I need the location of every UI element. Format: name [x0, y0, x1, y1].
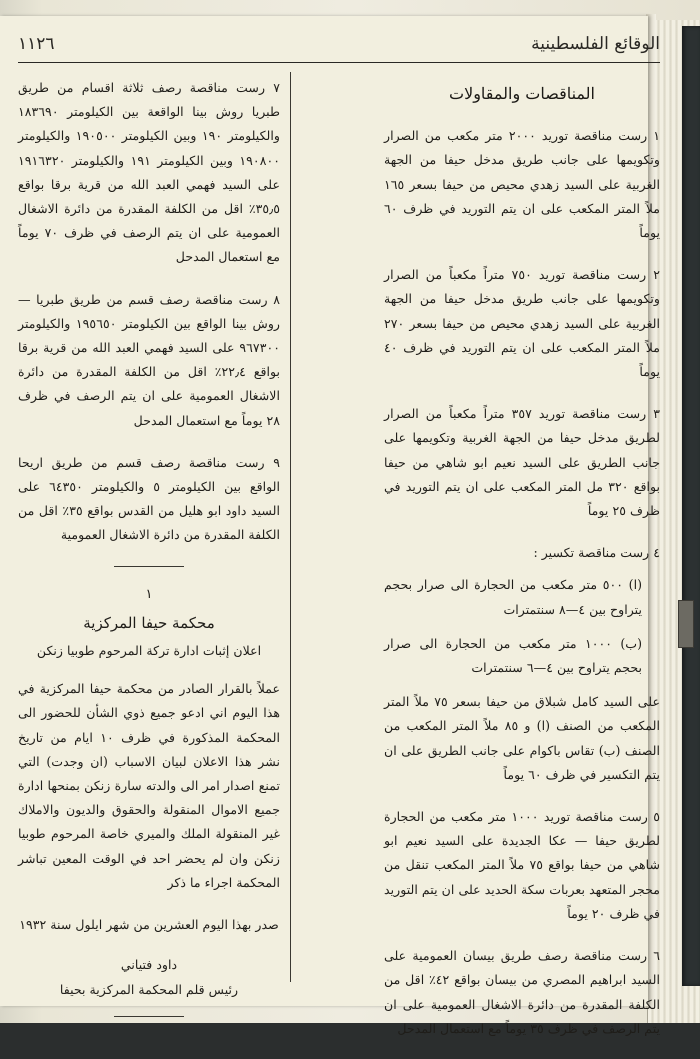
section-heading: المناقصات والمقاولات — [449, 84, 595, 103]
tender-item-7: ٧ رست مناقصة رصف ثلاثة اقسام من طريق طبريا روش بينا الواقعة بين الكيلومتر ١٨٣٦٩٠ والكيلومتر ١٩٠ وبين الكيلومتر ١٩٠٥٠٠ والكيلومتر ١٩٠٨٠٠ وبين الكيلومتر ١٩١ والكيلومتر ١٩١٦٣٢٠ على السيد فهمي العبد الله من قرية برقا بواقع ٣٥٫٥٪ اقل من الكلفة المقدرة من دائرة الاشغال العمومية على ان يتم الرصف في ظرف ٧٠ يوماً مع استعمال المدحل — [18, 80, 280, 265]
column-divider — [290, 72, 291, 982]
issue-date: صدر بهذا اليوم العشرين من شهر ايلول سنة ١٩٣٢ — [19, 917, 279, 933]
tender-item-2: ٢ رست مناقصة توريد ٧٥٠ متراً مكعباً من الصرار وتكويمها على جانب طريق مدخل حيفا من الجهة الغربية على السيد زهدي محيص من حيفا بسعر ٢٧٠ ملاً المتر المكعب على ان يتم التوريد في ظرف ٤٠ يوماً — [384, 267, 660, 380]
book-cover — [682, 26, 700, 986]
tender-item-9: ٩ رست مناقصة رصف قسم من طريق اريحا الواقع بين الكيلومتر ٥ والكيلومتر ٦٤٣٥٠ على السيد داود ابو هليل من القدس بواقع ٣٥٪ اقل من الكلفة المقدرة من دائرة الاشغال العمومية — [18, 454, 280, 543]
notice-body: عملاً بالقرار الصادر من محكمة حيفا المركزية في هذا اليوم اني ادعو جميع ذوي الشأن للحضور الى المحكمة المذكورة في ظرف ١٠ ايام من تاريخ نشر هذا الاعلان لبيان الاسباب (ان وجدت) التي تمنع اصدار امر الى والدته سارة زنكن بمنحها ادارة جميع الاموال المنقولة والحقوق والديون والاملاك غير المنقولة الملك والميري خاصة المرحوم طوبيا زنكن وان لم يحضر احد في الوقت المعين تباشر المحكمة اجراء ما ذكر — [18, 681, 281, 890]
right-column — [384, 76, 660, 1059]
cover-tab — [678, 600, 694, 648]
page-number: ١١٢٦ — [18, 34, 55, 54]
signatory-title: رئيس قلم المحكمة المركزية بحيفا — [59, 981, 239, 997]
tender-item-8: ٨ رست مناقصة رصف قسم من طريق طبريا — روش بينا الواقع بين الكيلومتر ١٩٥٦٥٠ والكيلومتر ٩٦٧٣٠٠ على السيد فهمي العبد الله من قرية برقا بواقع ٢٢٫٤٪ اقل من الكلفة المقدرة من دائرة الاشغال العمومية على ان يتم الرصف في ظرف ٢٨ يوماً مع استعمال المدحل — [18, 291, 280, 428]
tender-item-4-body: على السيد كامل شبلاق من حيفا بسعر ٧٥ ملاً المتر المكعب من الصنف (ا) و ٨٥ ملاً المتر المكعب من الصنف (ب) تقاس باكوام على جانب الطريق على ان يتم التكسير في ظرف ٦٠ يوماً — [384, 694, 660, 782]
court-title: محكمة حيفا المركزية — [83, 613, 215, 632]
signatory-name: داود فتياني — [120, 957, 178, 973]
tender-item-3: ٣ رست مناقصة توريد ٣٥٧ متراً مكعباً من الصرار لطريق مدخل حيفا من الجهة الغربية وتكويمها على جانب الطريق على السيد نعيم ابو شاهي من حيفا بواقع ٣٢٠ مل المتر المكعب على ان يتم التوريد في ظرف ٢٥ يوماً — [384, 406, 660, 519]
tender-item-4-a: (ا) ٥٠٠ متر مكعب من الحجارة الى صرار بحجم يتراوح بين ٤—٨ سنتمترات — [384, 577, 642, 617]
tender-item-6: ٦ رست مناقصة رصف طريق بيسان العمومية على السيد ابراهيم المصري من بيسان بواقع ٤٢٪ اقل من الكلفة المقدرة من دائرة الاشغال العمومية على ان يتم الرصف في ظرف ٣٥ يوماً مع استعمال المدحل — [384, 948, 660, 1036]
gazette-title: الوقائع الفلسطينية — [531, 34, 660, 54]
notice-subtitle: اعلان إثبات ادارة تركة المرحوم طوبيا زنكن — [36, 643, 262, 659]
tender-item-4-intro: ٤ رست مناقصة تكسير : — [533, 545, 660, 561]
page-header — [18, 26, 660, 54]
closing-rule — [114, 1016, 184, 1017]
header-rule — [18, 62, 660, 63]
tender-item-4-b: (ب) ١٠٠٠ متر مكعب من الحجارة الى صرار بحجم يتراوح بين ٤—٦ سنتمترات — [384, 635, 642, 676]
section-divider — [114, 566, 184, 567]
tender-item-1: ١ رست مناقصة توريد ٢٠٠٠ متر مكعب من الصرار وتكويمها على جانب طريق مدخل حيفا من الجهة الغربية على السيد زهدي محيص من حيفا بسعر ١٦٥ ملاً المتر المكعب على ان يتم التوريد في ظرف ٦٠ يوماً — [384, 128, 660, 241]
tender-item-5: ٥ رست مناقصة توريد ١٠٠٠ متر مكعب من الحجارة لطريق حيفا — عكا الجديدة على السيد نعيم ابو شاهي من حيفا بواقع ٧٥ ملاً المتر المكعب تنقل من محجر المتعهد بعربات سكة الحديد على ان يتم التوريد في ظرف ٢٠ يوماً — [384, 809, 660, 921]
notice-number: ١ — [145, 586, 153, 602]
left-column — [18, 76, 280, 1033]
